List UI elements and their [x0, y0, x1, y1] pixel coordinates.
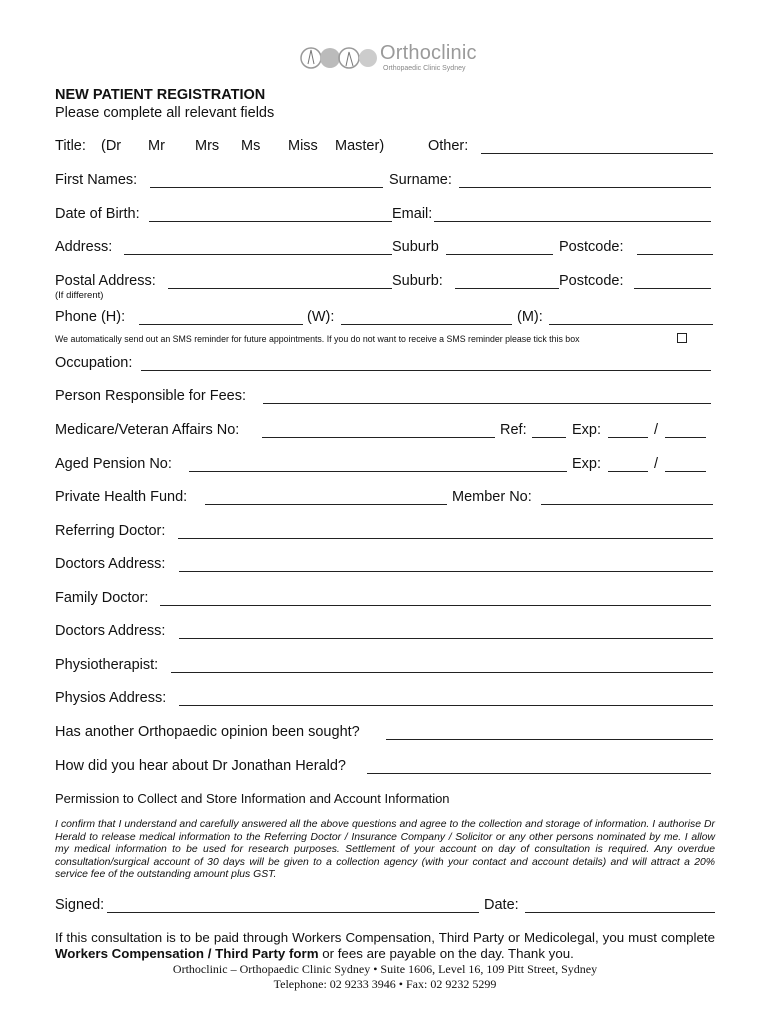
referring-doctor-label: Referring Doctor:: [55, 523, 166, 539]
title-option-mr[interactable]: Mr: [148, 138, 165, 154]
pension-exp-year[interactable]: [665, 471, 706, 472]
medicare-exp-label: Exp:: [572, 422, 602, 438]
first-names-field[interactable]: [150, 187, 383, 188]
logo-tagline: Orthopaedic Clinic Sydney: [383, 65, 466, 72]
occupation-label: Occupation:: [55, 355, 133, 371]
title-option-mrs[interactable]: Mrs: [195, 138, 220, 154]
phone-work-label: (W):: [307, 309, 335, 325]
physio-address-label: Physios Address:: [55, 690, 167, 706]
clinic-logo: [300, 40, 475, 76]
physio-address-field[interactable]: [179, 705, 713, 706]
suburb-label: Suburb: [392, 239, 439, 255]
pension-exp-label: Exp:: [572, 456, 602, 472]
page-title: NEW PATIENT REGISTRATION: [55, 87, 266, 103]
aged-pension-label: Aged Pension No:: [55, 456, 172, 472]
ref-label: Ref:: [500, 422, 527, 438]
permission-heading: Permission to Collect and Store Information and Account Information: [55, 791, 450, 806]
consent-text: I confirm that I understand and carefully answered all the above questions and agree to the collection and storage of information. I authorise Dr Herald to release medical information to the Referring Doctor / Insurance Company / Solicitor or any other persons nominated by me. I allow my medical information to be used for research purposes. Settlement of your account on day of consultation is required. Any overdue consultation/surgical account of 30 days will be given to a collection agency (with your contact and account details) and will attract a 20% service fee of the outstanding amount plus GST.: [55, 819, 715, 881]
phone-mobile-label: (M):: [517, 309, 543, 325]
phone-mobile-field[interactable]: [549, 324, 713, 325]
title-option-master[interactable]: Master): [335, 138, 385, 154]
member-no-field[interactable]: [541, 504, 713, 505]
postal-address-label: Postal Address:: [55, 273, 156, 289]
postcode-field[interactable]: [637, 254, 713, 255]
occupation-field[interactable]: [141, 370, 711, 371]
responsible-label: Person Responsible for Fees:: [55, 388, 247, 404]
hear-about-field[interactable]: [367, 773, 711, 774]
family-doctor-address-field[interactable]: [179, 638, 713, 639]
surname-field[interactable]: [459, 187, 711, 188]
address-field[interactable]: [124, 254, 392, 255]
doctors-address-field[interactable]: [179, 571, 713, 572]
phone-home-label: Phone (H):: [55, 309, 126, 325]
family-doctor-address-label: Doctors Address:: [55, 623, 166, 639]
other-field[interactable]: [481, 153, 713, 154]
referring-doctor-field[interactable]: [178, 538, 713, 539]
hear-about-label: How did you hear about Dr Jonathan Herald?: [55, 758, 346, 774]
member-no-label: Member No:: [452, 489, 532, 505]
pension-exp-slash: /: [654, 456, 659, 472]
sms-note: We automatically send out an SMS reminder for future appointments. If you do not want to receive a SMS reminder please tick this box: [55, 334, 580, 344]
medicare-field[interactable]: [262, 437, 495, 438]
page-subtitle: Please complete all relevant fields: [55, 105, 275, 121]
medicare-exp-slash: /: [654, 422, 659, 438]
responsible-field[interactable]: [263, 403, 711, 404]
another-opinion-label: Has another Orthopaedic opinion been sought?: [55, 724, 360, 740]
dob-field[interactable]: [149, 221, 392, 222]
clinic-address: Orthoclinic – Orthopaedic Clinic Sydney • Suite 1606, Level 16, 109 Pitt Street, Sydney: [172, 962, 598, 976]
if-different-note: (If different): [55, 290, 104, 301]
postal-suburb-field[interactable]: [455, 288, 559, 289]
date-label: Date:: [484, 897, 519, 913]
family-doctor-field[interactable]: [160, 605, 711, 606]
postal-address-field[interactable]: [168, 288, 392, 289]
first-names-label: First Names:: [55, 172, 138, 188]
other-label: Other:: [428, 138, 469, 154]
medicare-label: Medicare/Veteran Affairs No:: [55, 422, 240, 438]
doctors-address-label: Doctors Address:: [55, 556, 166, 572]
signature-field[interactable]: [107, 912, 479, 913]
another-opinion-field[interactable]: [386, 739, 713, 740]
signed-label: Signed:: [55, 897, 105, 913]
title-option-dr[interactable]: (Dr: [101, 138, 122, 154]
email-field[interactable]: [434, 221, 711, 222]
email-label: Email:: [392, 206, 433, 222]
title-option-ms[interactable]: Ms: [241, 138, 261, 154]
physio-field[interactable]: [171, 672, 713, 673]
payment-notice: [55, 930, 715, 962]
payment-notice-part2: or fees are payable on the day. Thank you.: [318, 946, 574, 961]
sms-opt-out-checkbox[interactable]: [677, 333, 687, 343]
phone-work-field[interactable]: [341, 324, 512, 325]
pension-exp-month[interactable]: [608, 471, 648, 472]
date-field[interactable]: [525, 912, 715, 913]
logo-figures-icon: [300, 44, 378, 72]
title-option-miss[interactable]: Miss: [288, 138, 318, 154]
ref-field[interactable]: [532, 437, 566, 438]
workers-comp-form-ref: Workers Compensation / Third Party form: [55, 946, 319, 961]
aged-pension-field[interactable]: [189, 471, 567, 472]
physio-label: Physiotherapist:: [55, 657, 159, 673]
postcode-label: Postcode:: [559, 239, 624, 255]
family-doctor-label: Family Doctor:: [55, 590, 149, 606]
health-fund-field[interactable]: [205, 504, 447, 505]
payment-notice-part1: If this consultation is to be paid through Workers Compensation, Third Party or Medicolegal, you must complete: [55, 930, 715, 945]
dob-label: Date of Birth:: [55, 206, 140, 222]
logo-brand: Orthoclinic: [380, 42, 477, 64]
address-label: Address:: [55, 239, 113, 255]
medicare-exp-year[interactable]: [665, 437, 706, 438]
medicare-exp-month[interactable]: [608, 437, 648, 438]
clinic-phone: Telephone: 02 9233 3946 • Fax: 02 9232 5299: [273, 977, 497, 991]
postal-postcode-field[interactable]: [634, 288, 711, 289]
health-fund-label: Private Health Fund:: [55, 489, 188, 505]
phone-home-field[interactable]: [139, 324, 303, 325]
title-label: Title:: [55, 138, 86, 154]
postal-suburb-label: Suburb:: [392, 273, 443, 289]
postal-postcode-label: Postcode:: [559, 273, 624, 289]
surname-label: Surname:: [389, 172, 452, 188]
suburb-field[interactable]: [446, 254, 553, 255]
